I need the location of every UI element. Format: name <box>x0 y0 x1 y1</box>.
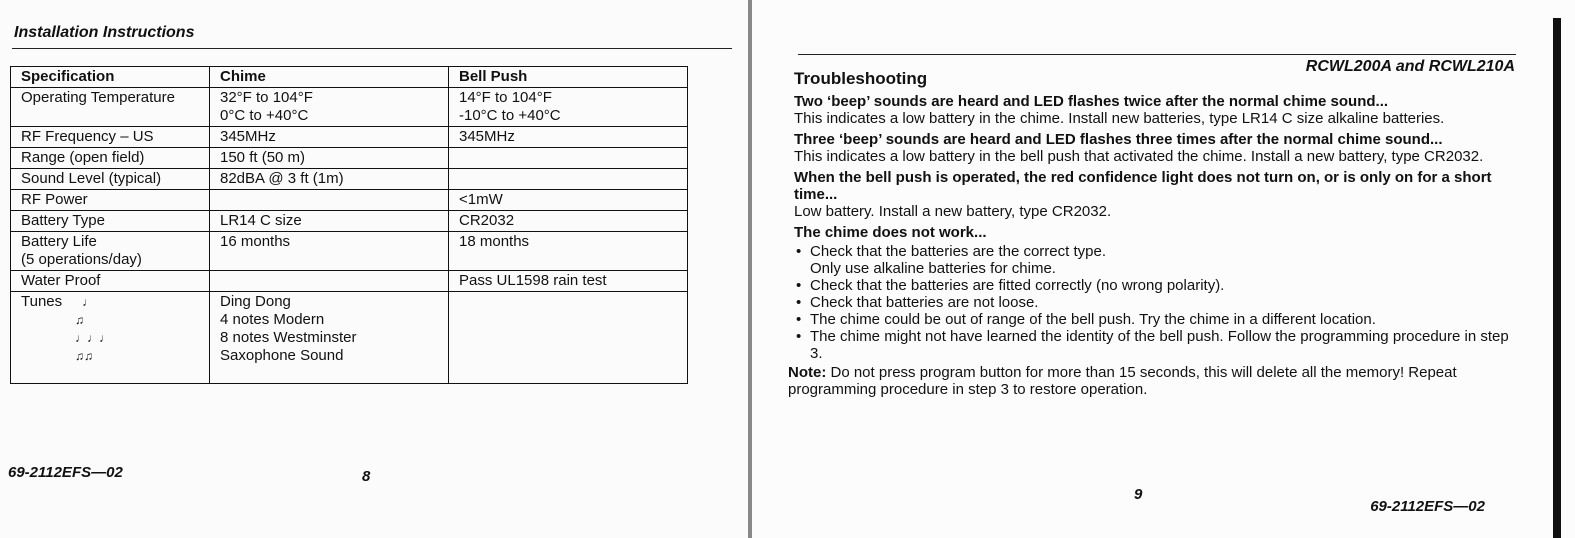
chime-cell: 32°F to 104°F 0°C to +40°C <box>210 88 449 127</box>
chime-cell <box>210 271 449 292</box>
tune-item: Ding Dong <box>220 293 291 310</box>
chime-cell: 82dBA @ 3 ft (1m) <box>210 169 449 190</box>
tune-item: 8 notes Westminster <box>220 329 357 346</box>
bell-cell: CR2032 <box>449 211 688 232</box>
table-row <box>11 271 688 292</box>
header-rule <box>798 54 1516 55</box>
bell-cell <box>449 148 688 169</box>
spec-cell: Range (open field) <box>11 148 210 169</box>
spec-cell-tunes <box>11 292 210 384</box>
table-row <box>11 232 688 271</box>
list-item: • The chime might not have learned the identity of the bell push. Follow the programming procedure in step 3. <box>794 328 1513 362</box>
spec-cell: RF Frequency – US <box>11 127 210 148</box>
not-work-heading: The chime does not work... <box>794 224 987 241</box>
bell-cell: 18 months <box>449 232 688 271</box>
symptom-remedy: This indicates a low battery in the bell push that activated the chime. Install a new battery, type CR2032. <box>794 148 1484 165</box>
bell-cell <box>449 169 688 190</box>
spec-cell: Water Proof <box>11 271 210 292</box>
music-notes-icon: ♫ <box>75 313 84 327</box>
symptom-remedy: Low battery. Install a new battery, type CR2032. <box>794 203 1112 220</box>
chime-cell: 16 months <box>210 232 449 271</box>
chime-cell: 345MHz <box>210 127 449 148</box>
spec-cell: Sound Level (typical) <box>11 169 210 190</box>
specification-table <box>10 66 688 384</box>
left-page <box>0 0 752 538</box>
spec-cell: Battery Type <box>11 211 210 232</box>
bell-cell-tunes <box>449 292 688 384</box>
tune-item: Saxophone Sound <box>220 347 344 364</box>
music-note-icon: ♩ <box>82 295 95 309</box>
right-page <box>752 0 1575 538</box>
tune-item: 4 notes Modern <box>220 311 325 328</box>
table-row <box>11 211 688 232</box>
header-bell-push: Bell Push <box>449 67 688 88</box>
right-page-number: 9 <box>1134 486 1143 503</box>
symptom-remedy: This indicates a low battery in the chime. Install new batteries, type LR14 C size alkaline batteries. <box>794 110 1445 127</box>
chime-cell: 150 ft (50 m) <box>210 148 449 169</box>
bell-cell: 345MHz <box>449 127 688 148</box>
check-list <box>794 243 1513 362</box>
list-item: • Check that the batteries are the correct type. Only use alkaline batteries for chime. <box>794 243 1513 277</box>
note-text: Do not press program button for more than 15 seconds, this will delete all the memory! Repeat programming procedure in step 3 to restore operation. <box>788 364 1457 398</box>
symptom-heading: Three ‘beep’ sounds are heard and LED flashes three times after the normal chime sound... <box>794 131 1443 148</box>
page-edge-shadow <box>1553 18 1561 538</box>
spec-cell: Operating Temperature <box>11 88 210 127</box>
table-row <box>11 88 688 127</box>
troubleshooting-title: Troubleshooting <box>794 69 928 88</box>
note-paragraph <box>788 364 1513 398</box>
left-page-number: 8 <box>362 468 371 485</box>
music-notes-icon: ♫♫ <box>75 349 93 363</box>
symptom-heading: When the bell push is operated, the red confidence light does not turn on, or is only on for a short time... <box>794 169 1492 203</box>
left-page-header: Installation Instructions <box>14 24 195 41</box>
list-item: • Check that the batteries are fitted correctly (no wrong polarity). <box>794 277 1513 294</box>
table-header-row <box>11 67 688 88</box>
bell-cell: Pass UL1598 rain test <box>449 271 688 292</box>
troubleshooting-section <box>788 70 1513 398</box>
list-item: • The chime could be out of range of the bell push. Try the chime in a different location. <box>794 311 1513 328</box>
right-page-header: RCWL200A and RCWL210A <box>1305 58 1515 75</box>
note-label: Note: <box>788 364 827 381</box>
list-item: • Check that batteries are not loose. <box>794 294 1513 311</box>
music-notes-icon: ♩♩♩ <box>75 331 111 345</box>
spec-cell: Battery Life (5 operations/day) <box>11 232 210 271</box>
spec-cell: RF Power <box>11 190 210 211</box>
chime-cell-tunes <box>210 292 449 384</box>
table-row <box>11 190 688 211</box>
chime-cell: LR14 C size <box>210 211 449 232</box>
chime-cell <box>210 190 449 211</box>
table-row-tunes <box>11 292 688 384</box>
bell-cell: 14°F to 104°F -10°C to +40°C <box>449 88 688 127</box>
header-rule <box>12 48 732 49</box>
left-footer-code: 69-2112EFS—02 <box>8 464 123 481</box>
table-row <box>11 127 688 148</box>
list-item-sub: Only use alkaline batteries for chime. <box>810 260 1056 277</box>
bell-cell: <1mW <box>449 190 688 211</box>
header-chime: Chime <box>210 67 449 88</box>
symptom-heading: Two ‘beep’ sounds are heard and LED flashes twice after the normal chime sound... <box>794 93 1389 110</box>
table-row <box>11 148 688 169</box>
table-row <box>11 169 688 190</box>
right-footer-code: 69-2112EFS—02 <box>1370 498 1485 515</box>
tunes-label: Tunes <box>21 293 63 310</box>
header-specification: Specification <box>11 67 210 88</box>
